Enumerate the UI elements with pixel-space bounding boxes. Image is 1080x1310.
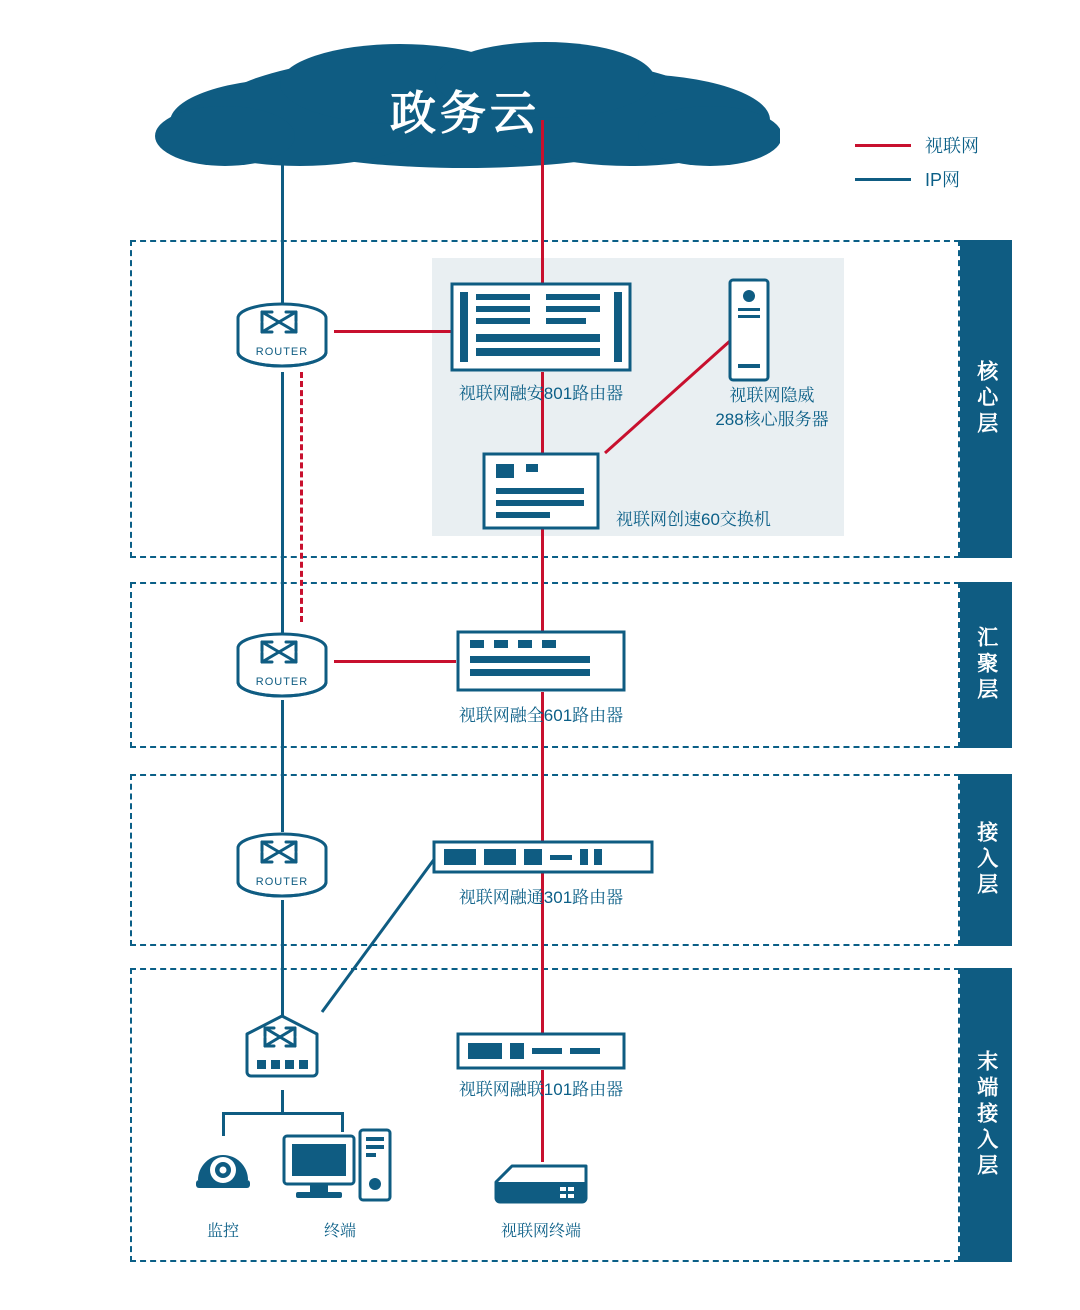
label-edge-router-101: 视联网融联101路由器 (458, 1080, 624, 1099)
device-aggregation-router-601[interactable] (456, 630, 626, 692)
svg-text:ROUTER: ROUTER (255, 876, 309, 888)
layer-tab-access-label: 接入层 (974, 821, 998, 899)
legend-swatch-red (855, 144, 911, 147)
label-aggregation-router-601: 视联网融全601路由器 (458, 706, 624, 725)
layer-tab-core-label: 核心层 (974, 360, 998, 438)
legend-label-ipnet: IP网 (925, 170, 961, 190)
link-left-access-to-edge-blue (281, 900, 284, 1016)
layer-tab-core (960, 240, 1012, 558)
router-aggregation-left[interactable] (236, 632, 328, 704)
legend-item-ipnet (855, 162, 1045, 196)
svg-text:ROUTER: ROUTER (255, 676, 309, 688)
layer-tab-access (960, 774, 1012, 946)
link-cloud-to-left-routers-blue (281, 120, 284, 316)
label-core-server-line1: 视联网隐威 (729, 386, 815, 405)
layer-tab-edge-label: 末端接入层 (974, 1050, 998, 1180)
cloud-label: 政务云 (390, 87, 540, 139)
device-core-router-801[interactable] (450, 282, 632, 372)
legend-swatch-blue (855, 178, 911, 181)
label-core-router-801: 视联网融安801路由器 (458, 384, 624, 403)
device-pc-terminal[interactable] (282, 1128, 392, 1206)
label-core-server-line2: 288核心服务器 (715, 409, 829, 429)
router-core-left[interactable] (236, 302, 328, 374)
layer-tab-aggregation (960, 582, 1012, 748)
device-edge-switch[interactable] (237, 1012, 327, 1090)
link-access-router-to-edge-switch-blue (310, 848, 450, 1018)
link-left-agg-to-access-blue (281, 700, 284, 832)
link-aggregation-horizontal-red (334, 660, 456, 663)
device-access-router-301[interactable] (432, 840, 654, 874)
link-cloud-to-core-router-red (541, 120, 544, 292)
device-edge-terminal[interactable] (490, 1160, 592, 1214)
layer-tab-edge (960, 968, 1012, 1262)
label-access-router-301: 视联网融通301路由器 (458, 888, 624, 907)
label-core-switch-60: 视联网创速60交换机 (616, 510, 771, 529)
device-core-server-288[interactable] (728, 278, 770, 382)
link-core-router-dashed-red (300, 372, 303, 622)
label-camera: 监控 (206, 1223, 239, 1240)
link-edge-switch-bus (222, 1112, 342, 1115)
link-left-core-to-agg-blue (281, 372, 284, 640)
label-core-server-288 (672, 384, 872, 432)
router-access-left[interactable] (236, 832, 328, 904)
label-pc-terminal: 终端 (323, 1223, 356, 1240)
svg-text:ROUTER: ROUTER (255, 346, 309, 358)
device-camera[interactable] (194, 1136, 252, 1196)
legend-label-shilianwang: 视联网 (925, 136, 979, 156)
legend (855, 128, 1045, 196)
device-core-switch-60[interactable] (482, 452, 600, 530)
layer-tab-aggregation-label: 汇聚层 (974, 626, 998, 704)
cloud-shape (150, 40, 780, 180)
device-edge-router-101[interactable] (456, 1032, 626, 1070)
link-edge-switch-down (281, 1090, 284, 1112)
link-edge-to-camera (222, 1112, 225, 1136)
label-edge-terminal: 视联网终端 (500, 1223, 581, 1240)
link-core-router-horizontal-red (334, 330, 452, 333)
legend-item-shilianwang (855, 128, 1045, 162)
